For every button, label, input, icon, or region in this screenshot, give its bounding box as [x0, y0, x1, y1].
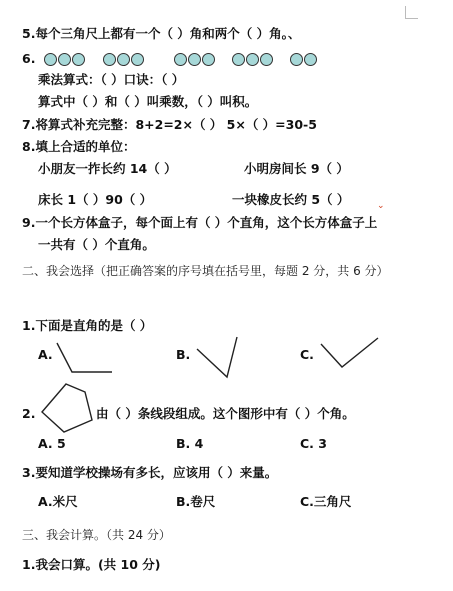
section-3-heading: 三、我会计算。（共 24 分）	[22, 528, 171, 542]
circle	[103, 53, 116, 66]
question-6-line-1: 乘法算式：（ ）口诀：（ ）	[38, 72, 185, 87]
circle	[232, 53, 245, 66]
section-2-heading: 二、我会选择（把正确答案的序号填在括号里，每题 2 分，共 6 分）	[22, 264, 389, 278]
question-9-line-1: 9.一个长方体盒子，每个面上有（ ）个直角，这个长方体盒子上	[22, 215, 378, 230]
s2-question-2: 由（ ）条线段组成。这个图形中有（ ）个角。	[96, 406, 355, 421]
circle	[44, 53, 57, 66]
circle	[246, 53, 259, 66]
question-7: 7.将算式补充完整：8+2=2×（ ） 5×（ ）=30-5	[22, 117, 317, 132]
question-8-line-1a: 小朋友一拃长约 14（ ）	[38, 161, 177, 176]
s2-question-3: 3.要知道学校操场有多长，应该用（ ）来量。	[22, 465, 278, 480]
circle	[72, 53, 85, 66]
question-8-line-2b: 一块橡皮长约 5（ ）	[232, 192, 350, 207]
question-8-title: 8.填上合适的单位：	[22, 139, 136, 154]
question-9-line-2: 一共有（ ）个直角。	[38, 237, 155, 252]
circle	[174, 53, 187, 66]
page-corner-mark	[405, 6, 418, 19]
circle	[260, 53, 273, 66]
s2-q2-option-b: B. 4	[176, 436, 204, 451]
s2-q3-option-b: B.卷尺	[176, 494, 216, 509]
question-8-line-1b: 小明房间长 9（ ）	[244, 161, 349, 176]
circle	[117, 53, 130, 66]
s2-q3-option-c: C.三角尺	[300, 494, 352, 509]
question-8-line-2a: 床长 1（ ）90（ ）	[38, 192, 153, 207]
s2-q1-option-a: A.	[38, 347, 53, 362]
circle	[58, 53, 71, 66]
s2-question-2-number: 2.	[22, 406, 36, 421]
circle	[290, 53, 303, 66]
s3-question-1: 1.我会口算。(共 10 分)	[22, 557, 161, 572]
s2-q2-option-a: A. 5	[38, 436, 66, 451]
circle	[202, 53, 215, 66]
s2-q1-option-c: C.	[300, 347, 314, 362]
circle	[131, 53, 144, 66]
caret-mark-icon: ⌄	[377, 201, 385, 211]
pentagon-figure	[0, 0, 1, 1]
question-6-number: 6.	[22, 51, 36, 66]
s2-q3-option-a: A.米尺	[38, 494, 78, 509]
question-5: 5.每个三角尺上都有一个（ ）角和两个（ ）角。、	[22, 26, 301, 41]
s2-q1-option-b: B.	[176, 347, 191, 362]
question-6-line-2: 算式中（ ）和（ ）叫乘数，（ ）叫积。	[38, 94, 258, 109]
s2-question-1: 1.下面是直角的是（ ）	[22, 318, 153, 333]
circle	[188, 53, 201, 66]
circle	[304, 53, 317, 66]
s2-q2-option-c: C. 3	[300, 436, 327, 451]
